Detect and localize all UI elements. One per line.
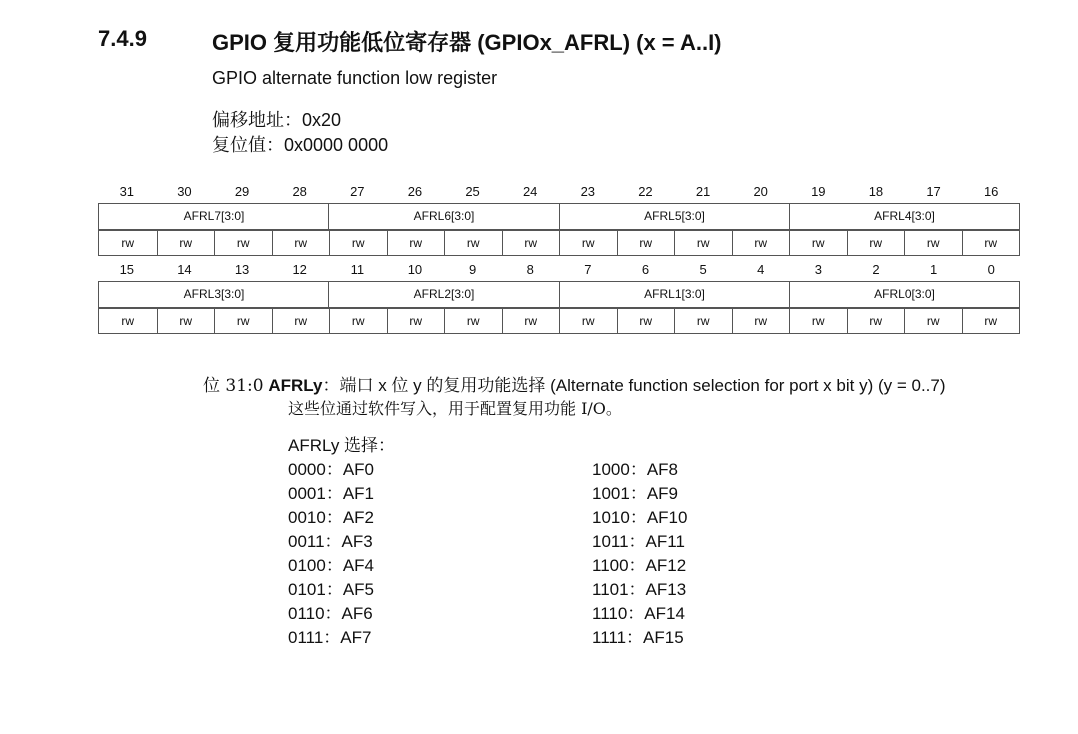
access-cell: rw bbox=[559, 308, 617, 334]
bit-numbers bbox=[98, 259, 1020, 281]
field-name: AFRLy bbox=[268, 376, 323, 395]
option-item: 1011：AF11 bbox=[592, 532, 685, 551]
bit-description bbox=[203, 371, 946, 396]
field-names bbox=[98, 203, 1020, 229]
access-cell: rw bbox=[387, 308, 445, 334]
option-item: 1001：AF9 bbox=[592, 484, 678, 503]
option-item: 0010：AF2 bbox=[288, 508, 374, 527]
bit-number: 0 bbox=[987, 262, 995, 277]
option-item: 0001：AF1 bbox=[288, 484, 374, 503]
access-cell: rw bbox=[444, 308, 502, 334]
bit-number: 23 bbox=[580, 184, 596, 199]
reset-label: 复位值： bbox=[212, 135, 284, 156]
access-cell: rw bbox=[502, 308, 560, 334]
access-cell: rw bbox=[214, 308, 272, 334]
bit-number: 10 bbox=[407, 262, 423, 277]
bit-number: 28 bbox=[292, 184, 307, 199]
access-cell: rw bbox=[214, 230, 272, 256]
bits-label: 位 31:0 bbox=[203, 376, 264, 396]
access-cell: rw bbox=[157, 308, 215, 334]
offset-address bbox=[212, 106, 341, 132]
bit-number: 21 bbox=[695, 184, 711, 199]
option-item: 1111：AF15 bbox=[592, 628, 684, 647]
bit-number: 8 bbox=[526, 262, 534, 277]
bit-number: 30 bbox=[177, 184, 192, 199]
bit-number: 26 bbox=[407, 184, 423, 199]
register-row-high bbox=[98, 181, 1020, 256]
access-cell: rw bbox=[789, 308, 847, 334]
option-item: 1110：AF14 bbox=[592, 604, 685, 623]
section-subtitle: GPIO alternate function low register bbox=[212, 68, 498, 88]
bit-number: 31 bbox=[119, 184, 135, 199]
section-number: 7.4.9 bbox=[98, 26, 147, 51]
access-cell: rw bbox=[99, 230, 157, 256]
access-cell: rw bbox=[329, 230, 387, 256]
field-note: 这些位通过软件写入，用于配置复用功能 I/O。 bbox=[288, 399, 622, 418]
access-cell: rw bbox=[387, 230, 445, 256]
option-item: 0000：AF0 bbox=[288, 460, 374, 479]
option-item: 1101：AF13 bbox=[592, 580, 687, 599]
access-cell: rw bbox=[502, 230, 560, 256]
bit-number: 17 bbox=[926, 184, 941, 199]
field-description: ：端口 x 位 y 的复用功能选择 (Alternate function selection for port x bit y) (y = 0..7) bbox=[322, 376, 946, 395]
access-cell: rw bbox=[847, 308, 905, 334]
option-item: 0011：AF3 bbox=[288, 532, 373, 551]
access-cell: rw bbox=[444, 230, 502, 256]
offset-label: 偏移地址： bbox=[212, 110, 302, 131]
access-cell: rw bbox=[962, 308, 1020, 334]
bit-number: 4 bbox=[757, 262, 765, 277]
bit-number: 1 bbox=[929, 262, 938, 277]
field-name-cell: AFRL1[3:0] bbox=[559, 282, 789, 307]
bit-number: 15 bbox=[119, 262, 135, 277]
access-cell: rw bbox=[674, 230, 732, 256]
access-cell: rw bbox=[99, 308, 157, 334]
access-cell: rw bbox=[617, 308, 675, 334]
field-name-cell: AFRL5[3:0] bbox=[559, 204, 789, 229]
bit-number: 19 bbox=[811, 184, 826, 199]
bit-number: 16 bbox=[983, 184, 999, 199]
bit-number: 27 bbox=[350, 184, 365, 199]
option-item: 0101：AF5 bbox=[288, 580, 374, 599]
bit-number: 2 bbox=[872, 262, 880, 277]
field-names bbox=[98, 281, 1020, 307]
access-cell: rw bbox=[674, 308, 732, 334]
option-item: 1000：AF8 bbox=[592, 460, 678, 479]
bit-number: 7 bbox=[584, 262, 592, 277]
field-name-cell: AFRL0[3:0] bbox=[789, 282, 1019, 307]
field-name-cell: AFRL3[3:0] bbox=[183, 287, 245, 301]
access-types bbox=[98, 229, 1020, 256]
access-cell: rw bbox=[904, 308, 962, 334]
access-cell: rw bbox=[962, 230, 1020, 256]
option-item: 0100：AF4 bbox=[288, 556, 374, 575]
access-cell: rw bbox=[789, 230, 847, 256]
access-cell: rw bbox=[272, 230, 330, 256]
field-name-cell: AFRL6[3:0] bbox=[328, 204, 559, 229]
section-title: GPIO 复用功能低位寄存器 (GPIOx_AFRL) (x = A..I) bbox=[212, 30, 722, 55]
bit-number: 24 bbox=[522, 184, 538, 199]
field-name-cell: AFRL2[3:0] bbox=[328, 282, 559, 307]
bit-number: 14 bbox=[177, 262, 192, 277]
reset-value-text: 0x0000 0000 bbox=[284, 135, 389, 155]
select-label: AFRLy 选择： bbox=[288, 436, 396, 455]
option-item: 1100：AF12 bbox=[592, 556, 687, 575]
bit-number: 6 bbox=[641, 262, 650, 277]
option-item: 1010：AF10 bbox=[592, 508, 688, 527]
bit-number: 9 bbox=[468, 262, 477, 277]
field-name-cell: AFRL7[3:0] bbox=[183, 209, 245, 223]
access-cell: rw bbox=[732, 308, 790, 334]
access-types bbox=[98, 307, 1020, 334]
access-cell: rw bbox=[272, 308, 330, 334]
access-cell: rw bbox=[157, 230, 215, 256]
access-cell: rw bbox=[559, 230, 617, 256]
access-cell: rw bbox=[329, 308, 387, 334]
bit-number: 13 bbox=[234, 262, 250, 277]
bit-number: 5 bbox=[699, 262, 707, 277]
field-name-cell: AFRL4[3:0] bbox=[789, 204, 1019, 229]
reset-value bbox=[212, 131, 388, 157]
bit-numbers bbox=[98, 181, 1020, 203]
access-cell: rw bbox=[617, 230, 675, 256]
bit-number: 3 bbox=[814, 262, 822, 277]
access-cell: rw bbox=[904, 230, 962, 256]
option-item: 0110：AF6 bbox=[288, 604, 373, 623]
option-item: 0111：AF7 bbox=[288, 628, 372, 647]
access-cell: rw bbox=[847, 230, 905, 256]
register-row-low bbox=[98, 259, 1020, 334]
bit-number: 29 bbox=[234, 184, 250, 199]
bit-number: 18 bbox=[868, 184, 884, 199]
bit-number: 20 bbox=[753, 184, 768, 199]
bit-number: 22 bbox=[638, 184, 653, 199]
bit-number: 25 bbox=[465, 184, 480, 199]
offset-value: 0x20 bbox=[302, 110, 342, 130]
bit-number: 12 bbox=[292, 262, 307, 277]
access-cell: rw bbox=[732, 230, 790, 256]
bit-number: 11 bbox=[350, 262, 365, 277]
